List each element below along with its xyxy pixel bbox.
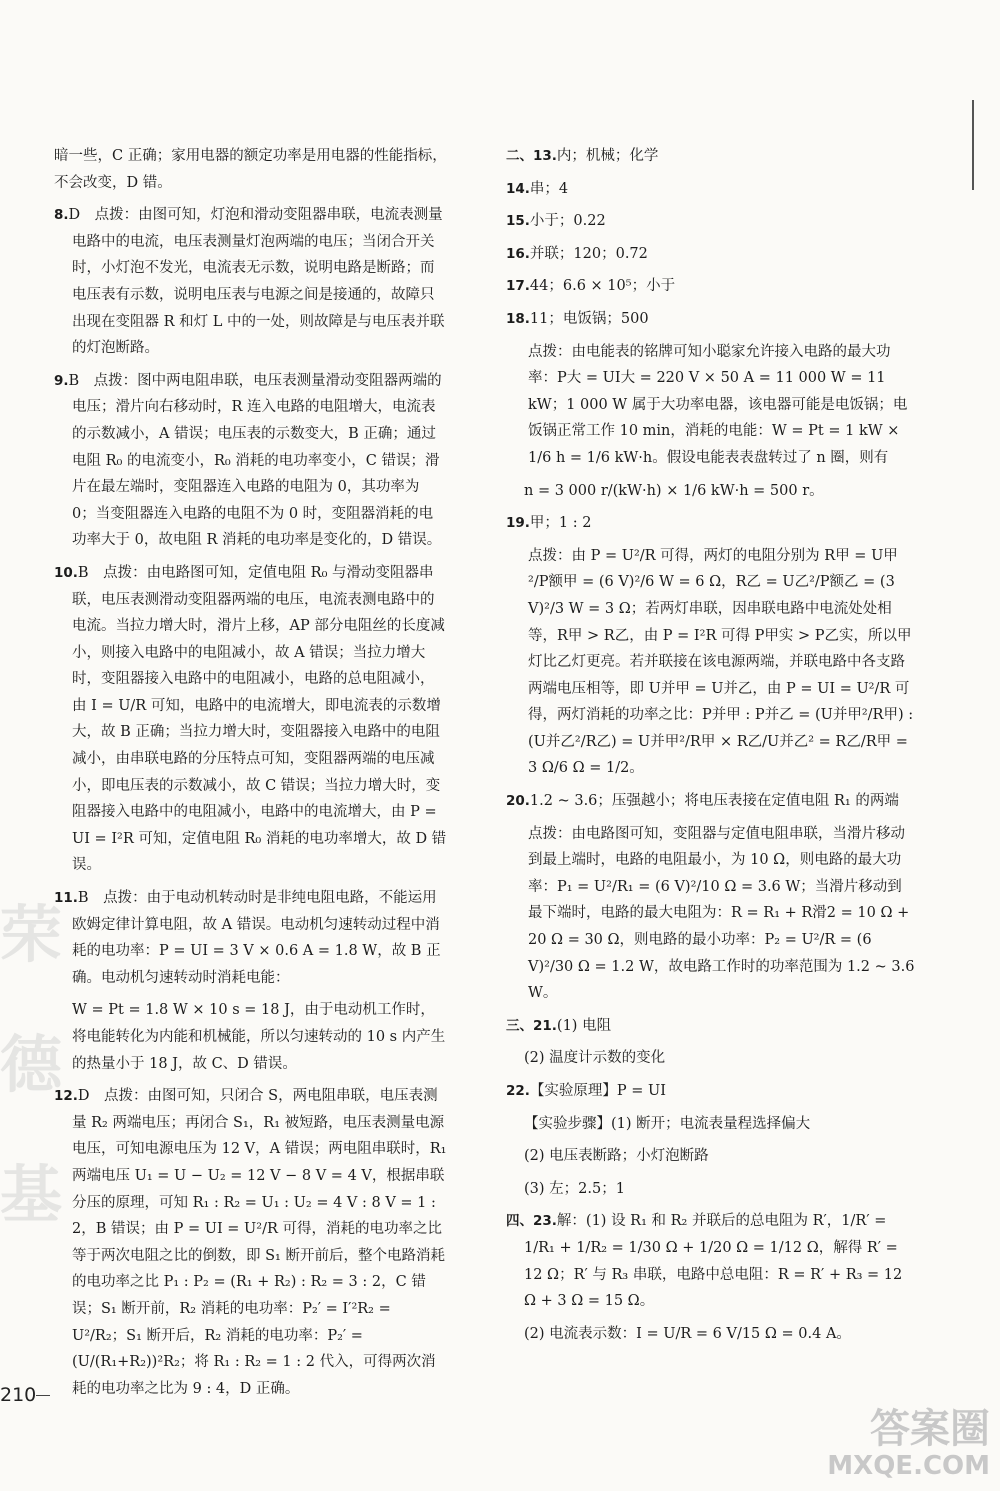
left-column xyxy=(54,143,447,1408)
page-number-rule xyxy=(36,1395,50,1396)
answer-text: 点拨：由 P = U²/R 可得，两灯的电阻分别为 R甲 = U甲²/P额甲 = (6 V)²/6 W = 6 Ω，R乙 = U乙²/P额乙 = (3 V)²/3 W = 3 Ω；若两灯串联，因串联电路中电流处处相等，R甲 > R乙，由 P = I²R 可得 P甲实 > P乙实，所以甲灯比乙灯更亮。若并联接在该电源两端，并联电路中各支路两端电压相等，即 U并甲 = U并乙，由 P = UI = U²/R 可得，两灯消耗的功率之比：P并甲 : P并乙 = (U并甲²/R甲) : (U并乙²/R乙) = U并甲²/R甲 × R乙/U并乙² = R乙/R甲 = 3 Ω/6 Ω = 1/2。 xyxy=(528,547,914,777)
answer-text: 小于；0.22 xyxy=(529,213,606,230)
question-number: 8. xyxy=(54,207,69,224)
answer-text: (2) 电压表断路；小灯泡断路 xyxy=(524,1148,709,1165)
left-paragraph xyxy=(54,202,447,362)
answer-text: 并联；120；0.72 xyxy=(529,245,648,262)
right-paragraph xyxy=(506,241,916,268)
right-paragraph xyxy=(506,1143,916,1170)
question-number: 16. xyxy=(506,245,530,262)
left-paragraph xyxy=(54,1083,447,1402)
answer-text: n = 3 000 r/(kW·h) × 1/6 kW·h = 500 r。 xyxy=(524,482,824,499)
question-number: 18. xyxy=(506,310,530,327)
answer-text: (2) 电流表示数：I = U/R = 6 V/15 Ω = 0.4 A。 xyxy=(524,1325,851,1342)
right-paragraph xyxy=(506,1208,916,1314)
answer-text: D 点拨：由图可知，灯泡和滑动变阻器串联，电流表测量电路中的电流，电压表测量灯泡两端的电压；当闭合开关时，小灯泡不发光，电流表无示数，说明电路是断路；而电压表有示数，说明电压表与电源之间是接通的，故障只出现在变阻器 R 和灯 L 中的一处，则故障是与电压表并联的灯泡断路。 xyxy=(68,207,445,357)
question-number: 11. xyxy=(54,890,78,907)
answer-text: D 点拨：由图可知，只闭合 S，两电阻串联，电压表测量 R₂ 两端电压；再闭合 S₁，R₁ 被短路，电压表测量电源电压，可知电源电压为 12 V，A 错误；两电阻串联时，R₁ 两端电压 U₁ = U − U₂ = 12 V − 8 V = 4 V，根据串联分压的原理，可知 R₁ : R₂ = U₁ : U₂ = 4 V : 8 V = 1 : 2，B 错误；由 P = UI = U²/R 可得，消耗的电功率之比等于两次电阻之比的倒数，即 S₁ 断开前后，整个电路消耗的电功率之比 P₁ : P₂ = (R₁ + R₂) : R₂ = 3 : 2，C 错误；S₁ 断开前，R₂ 消耗的电功率：P₂′ = I′²R₂ = U²/R₂；S₁ 断开后，R₂ 消耗的电功率：P₂′ = (U/(R₁+R₂))²R₂；将 R₁ : R₂ = 1 : 2 代入，可得两次消耗的电功率之比为 9 : 4，D 正确。 xyxy=(72,1088,447,1397)
answer-text: 11；电饭锅；500 xyxy=(529,310,649,327)
question-number: 14. xyxy=(506,180,530,197)
question-number: 20. xyxy=(506,793,530,810)
page-number: 210 xyxy=(0,1384,37,1406)
right-paragraph xyxy=(506,543,916,782)
answer-text: 44；6.6 × 10⁵；小于 xyxy=(529,278,676,295)
answer-text: 【实验原理】P = UI xyxy=(529,1083,666,1099)
right-paragraph xyxy=(506,208,916,235)
question-number: 19. xyxy=(506,515,530,532)
question-number: 17. xyxy=(506,278,530,295)
right-paragraph xyxy=(506,478,916,505)
answer-text: 1.2 ~ 3.6；压强越小；将电压表接在定值电阻 R₁ 的两端 xyxy=(529,793,899,810)
left-paragraph xyxy=(54,885,447,991)
question-number: 二、13. xyxy=(506,148,557,164)
left-paragraph xyxy=(54,560,447,879)
right-column xyxy=(506,143,916,1353)
binding-line xyxy=(972,100,974,190)
right-paragraph xyxy=(506,1111,916,1138)
answer-text: 【实验步骤】(1) 断开；电流表量程选择偏大 xyxy=(524,1115,811,1132)
right-paragraph xyxy=(506,788,916,815)
right-paragraph xyxy=(506,1078,916,1105)
corner-watermark xyxy=(827,1407,990,1481)
right-paragraph xyxy=(506,1045,916,1072)
answer-text: B 点拨：图中两电阻串联，电压表测量滑动变阻器两端的电压；滑片向右移动时，R 连入电路的电阻增大，电流表的示数减小，A 错误；电压表的示数变大，B 正确；通过电阻 R₀ 的电流变小，R₀ 消耗的电功率变小，C 错误；滑片在最左端时，变阻器连入电路的电阻为 0，其功率为 0；当变阻器连入电路的电阻不为 0 时，变阻器消耗的电功率大于 0，故电阻 R 消耗的电功率是变化的，D 错误。 xyxy=(68,372,442,549)
right-paragraph xyxy=(506,1176,916,1203)
right-paragraph xyxy=(506,510,916,537)
answer-text: 点拨：由电能表的铭牌可知小聪家允许接入电路的最大功率：P大 = UI大 = 220 V × 50 A = 11 000 W = 11 kW；1 000 W 属于大功率电器，该电器可能是电饭锅；电饭锅正常工作 10 min，消耗的电能：W = Pt = 1 kW × 1/6 h = 1/6 kW·h。假设电能表表盘转过了 n 圈，则有 xyxy=(528,343,908,466)
corner-watermark-main: 答案圈 xyxy=(870,1406,990,1452)
question-number: 四、23. xyxy=(506,1213,557,1230)
question-number: 9. xyxy=(54,372,69,389)
right-paragraph xyxy=(506,273,916,300)
answer-text: B 点拨：由于电动机转动时是非纯电阻电路，不能运用欧姆定律计算电阻，故 A 错误。电动机匀速转动过程中消耗的电功率：P = UI = 3 V × 0.6 A = 1.8 W，故 B 正确。电动机匀速转动时消耗电能： xyxy=(72,890,441,986)
answer-text: (1) 电阻 xyxy=(556,1017,612,1034)
corner-watermark-sub: MXQE.COM xyxy=(827,1451,990,1481)
right-paragraph xyxy=(506,339,916,472)
question-number: 10. xyxy=(54,564,78,581)
left-paragraph xyxy=(54,143,447,196)
answer-text: 串；4 xyxy=(529,180,569,197)
answer-text: 暗一些，C 正确；家用电器的额定功率是用电器的性能指标，不会改变，D 错。 xyxy=(54,148,447,191)
answer-text: 点拨：由电路图可知，变阻器与定值电阻串联，当滑片移动到最上端时，电路的电阻最小，为 10 Ω，则电路的最大功率：P₁ = U²/R₁ = (6 V)²/10 Ω = 3.6 W；当滑片移动到最下端时，电路的最大电阻为：R = R₁ + R滑2 = 10 Ω + 20 Ω = 30 Ω，则电路的最小功率：P₂ = U²/R = (6 V)²/30 Ω = 1.2 W，故电路工作时的功率范围为 1.2 ~ 3.6 W。 xyxy=(528,825,915,1002)
question-number: 12. xyxy=(54,1088,78,1105)
right-paragraph xyxy=(506,306,916,333)
answer-text: (3) 左；2.5；1 xyxy=(524,1180,625,1197)
question-number: 三、21. xyxy=(506,1017,557,1034)
answer-text: 内；机械；化学 xyxy=(556,148,659,164)
left-paragraph xyxy=(54,368,447,554)
right-paragraph xyxy=(506,143,916,170)
answer-text: W = Pt = 1.8 W × 10 s = 18 J，由于电动机工作时，将电能转化为内能和机械能，所以匀速转动的 10 s 内产生的热量小于 18 J，故 C、D 错误。 xyxy=(72,1002,446,1072)
answer-text: B 点拨：由电路图可知，定值电阻 R₀ 与滑动变阻器串联，电压表测滑动变阻器两端的电压，电流表测电路中的电流。当拉力增大时，滑片上移，AP 部分电阻丝的长度减小，则接入电路中的电阻减小，故 A 错误；当拉力增大时，变阻器接入电路中的电阻减小，电路的总电阻减小，由 I = U/R 可知，电路中的电流增大，即电流表的示数增大，故 B 正确；当拉力增大时，变阻器接入电路中的电阻减小，由串联电路的分压特点可知，变阻器两端的电压减小，即电压表的示数减小，故 C 错误；当拉力增大时，变阻器接入电路中的电阻减小，电路中的电流增大，由 P = UI = I²R 可知，定值电阻 R₀ 消耗的电功率增大，故 D 错误。 xyxy=(72,564,447,874)
answer-text: 甲；1 : 2 xyxy=(529,515,592,532)
right-paragraph xyxy=(506,1013,916,1040)
question-number: 15. xyxy=(506,213,530,230)
answer-text: (2) 温度计示数的变化 xyxy=(524,1050,666,1067)
side-watermark: 荣德基 xyxy=(0,898,63,1231)
right-paragraph xyxy=(506,821,916,1007)
answer-text: 解：(1) 设 R₁ 和 R₂ 并联后的总电阻为 R′，1/R′ = 1/R₁ + 1/R₂ = 1/30 Ω + 1/20 Ω = 1/12 Ω，解得 R′ = 12 Ω；R′ 与 R₃ 串联，电路中总电阻：R = R′ + R₃ = 12 Ω + 3 Ω = 15 Ω。 xyxy=(524,1213,903,1310)
question-number: 22. xyxy=(506,1083,530,1099)
right-paragraph xyxy=(506,176,916,203)
right-paragraph xyxy=(506,1321,916,1348)
left-paragraph xyxy=(54,997,447,1077)
